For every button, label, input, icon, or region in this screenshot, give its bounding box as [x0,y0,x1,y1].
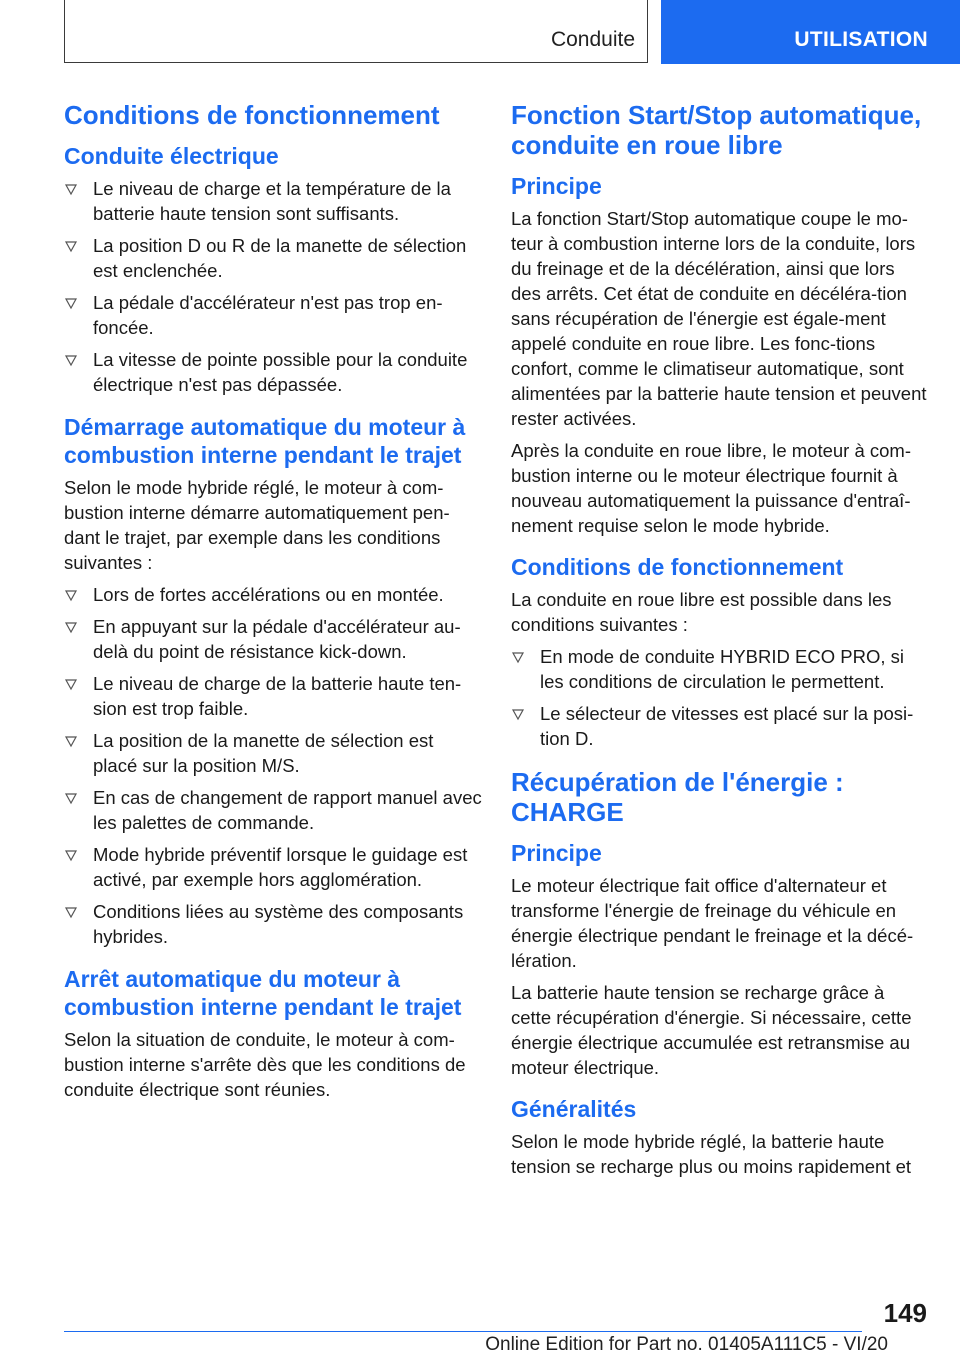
principe-paragraph-1: La fonction Start/Stop automatique coupe le mo-teur à combustion interne lors de la conduite, lors du freinage et de la décélération, ainsi que lors des arrêts. Cet état de conduite en décéléra-tion sans récupération de l'énergie est égale-ment appelé conduite en roue libre. Les fonc-tions confort, comme le climatiseur automatique, sont alimentées par la batterie haute tension et peuvent rester activées. [511,208,927,429]
principe-2-paragraph-1: Le moteur électrique fait office d'alternateur et transforme l'énergie de freinage du véhicule en énergie électrique pendant le freinage et la décé-lération. [511,875,914,971]
electric-driving-heading: Conduite électrique [64,143,279,169]
triangle-bullet-icon [64,348,80,370]
principe-2-paragraph-2: La batterie haute tension se recharge grâce à cette récupération d'énergie. Si nécessaire, cette énergie électrique accumulée est retransmise au moteur électrique. [511,982,912,1078]
auto-start-heading: Démarrage automatique du moteur à combustion interne pendant le trajet [64,414,466,468]
conditions-list [511,644,929,751]
list-item: Lors de fortes accélérations ou en montée. [64,582,482,607]
electric-driving-list [64,176,482,397]
list-item: Le niveau de charge et la température de la batterie haute tension sont suffisants. [64,176,482,226]
list-item: Conditions liées au système des composants hybrides. [64,899,482,949]
list-item: En mode de conduite HYBRID ECO PRO, si les conditions de circulation le permettent. [511,644,929,694]
triangle-bullet-icon [64,900,80,922]
list-item: Le niveau de charge de la batterie haute ten-sion est trop faible. [64,671,482,721]
auto-stop-text: Selon la situation de conduite, le moteur à com-bustion interne s'arrête dès que les conditions de conduite électrique sont réunies. [64,1029,466,1100]
principe-paragraph-2: Après la conduite en roue libre, le moteur à com-bustion interne ou le moteur électrique fournit à nouveau automatiquement la puissance d'entraî-nement requise selon le mode hybride. [511,440,912,536]
right-column [511,100,929,1186]
triangle-bullet-icon [64,672,80,694]
triangle-bullet-icon [64,177,80,199]
recuperation-title: Récupération de l'énergie : CHARGE [511,767,844,827]
list-item: La position de la manette de sélection est placé sur la position M/S. [64,728,482,778]
triangle-bullet-icon [511,702,527,724]
footer-edition-text: Online Edition for Part no. 01405A111C5 - VI/20 [485,1334,888,1355]
triangle-bullet-icon [64,291,80,313]
generalites-text: Selon le mode hybride réglé, la batterie haute tension se recharge plus ou moins rapidement et [511,1131,912,1177]
list-item: Le sélecteur de vitesses est placé sur la posi-tion D. [511,701,929,751]
triangle-bullet-icon [64,843,80,865]
triangle-bullet-icon [64,583,80,605]
triangle-bullet-icon [511,645,527,667]
list-item: Mode hybride préventif lorsque le guidage est activé, par exemple hors agglomération. [64,842,482,892]
triangle-bullet-icon [64,234,80,256]
list-item: En appuyant sur la pédale d'accélérateur au-delà du point de résistance kick-down. [64,614,482,664]
start-stop-title: Fonction Start/Stop automatique, conduite en roue libre [511,100,922,160]
page-number: 149 [883,1298,927,1328]
triangle-bullet-icon [64,615,80,637]
list-item: La pédale d'accélérateur n'est pas trop en-foncée. [64,290,482,340]
list-item: La position D ou R de la manette de sélection est enclenchée. [64,233,482,283]
triangle-bullet-icon [64,786,80,808]
list-item: En cas de changement de rapport manuel avec les palettes de commande. [64,785,482,835]
generalites-heading: Généralités [511,1096,637,1122]
header-section-title: Conduite [550,28,635,51]
conditions-heading: Conditions de fonctionnement [511,554,844,580]
principe-2-heading: Principe [511,840,602,866]
conditions-text: La conduite en roue libre est possible dans les conditions suivantes : [511,589,892,635]
list-item: La vitesse de pointe possible pour la conduite électrique n'est pas dépassée. [64,347,482,397]
header-chapter-tab: UTILISATION [661,0,960,64]
left-column [64,100,482,1109]
auto-start-text: Selon le mode hybride réglé, le moteur à com-bustion interne démarre automatiquement pen-dant le trajet, par exemple dans les conditions suivantes : [64,477,450,573]
auto-stop-heading: Arrêt automatique du moteur à combustion interne pendant le trajet [64,966,462,1020]
triangle-bullet-icon [64,729,80,751]
auto-start-list [64,582,482,949]
principe-heading: Principe [511,173,602,199]
left-main-title: Conditions de fonctionnement [64,100,440,130]
footer-divider [64,1331,862,1332]
